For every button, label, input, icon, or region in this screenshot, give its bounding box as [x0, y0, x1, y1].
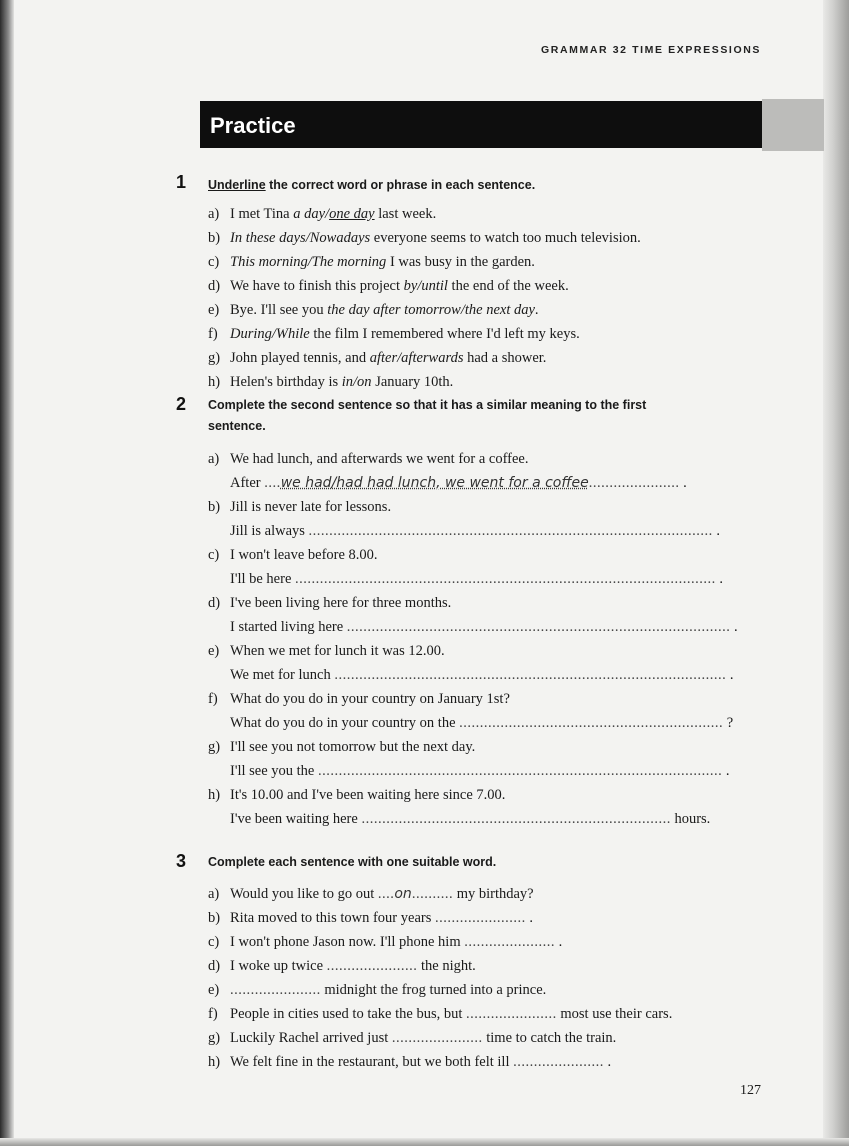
exercise-1-number: 1: [176, 172, 187, 192]
bottom-edge-shadow: [0, 1138, 849, 1146]
option-phrase: after/afterwards: [369, 350, 464, 366]
running-head: GRAMMAR 32 TIME EXPRESSIONS: [541, 44, 761, 56]
ex2-item: [208, 547, 378, 564]
answer-end: .: [730, 619, 738, 635]
item-label: h): [208, 1054, 221, 1070]
answer-dots: ..........: [411, 886, 454, 902]
answer-dots: ......................: [391, 1030, 483, 1046]
ex1-item: [208, 206, 436, 223]
item-text: I won't phone Jason now. I'll phone him: [230, 934, 465, 950]
item-text: time to catch the train.: [482, 1030, 617, 1046]
item-text: Helen's birthday is: [230, 374, 342, 390]
item-label: f): [208, 691, 218, 707]
answer-start: Jill is always: [230, 523, 309, 539]
item-text: I was busy in the garden.: [386, 254, 535, 270]
answer-dots: ......................: [466, 1006, 557, 1022]
item-text: had a shower.: [463, 350, 547, 366]
answer-start: I'll be here: [230, 571, 296, 587]
answer-dots: ......................: [588, 475, 680, 491]
ex2-item: [208, 499, 391, 516]
ex1-item: [208, 350, 546, 367]
answer-end: .: [715, 571, 724, 587]
item-text: .: [525, 910, 533, 926]
answer-end: .: [679, 475, 687, 491]
item-label: g): [208, 739, 221, 755]
item-text: my birthday?: [453, 886, 534, 902]
ex2-item: [208, 691, 510, 708]
answer-start: What do you do in your country on the: [230, 715, 460, 731]
item-question: I'll see you not tomorrow but the next day.: [230, 739, 476, 755]
ex3-item: [208, 910, 533, 927]
item-label: f): [208, 326, 218, 342]
option-phrase: During/While: [230, 326, 310, 342]
ex3-item: [208, 1030, 616, 1047]
ex1-item: [208, 230, 641, 247]
handwritten-answer: we had/had had lunch, we went for a coffee: [280, 475, 589, 491]
ex3-item: [208, 1006, 672, 1023]
answer-dots: ......................................................................................................: [295, 571, 716, 587]
answer-dots: ...........................................................................: [361, 811, 671, 827]
item-label: c): [208, 254, 220, 270]
item-text: the night.: [417, 958, 476, 974]
item-label: f): [208, 1006, 218, 1022]
ex1-item: [208, 374, 453, 391]
option-phrase: the day after tomorrow/the next day: [327, 302, 535, 318]
item-question: We had lunch, and afterwards we went for a coffee.: [230, 451, 529, 467]
item-question: It's 10.00 and I've been waiting here since 7.00.: [230, 787, 506, 803]
item-question: When we met for lunch it was 12.00.: [230, 643, 445, 659]
ex1-item: [208, 302, 539, 319]
item-label: e): [208, 302, 220, 318]
item-text: I woke up twice: [230, 958, 327, 974]
option-phrase: in/on: [341, 374, 372, 390]
item-question: I won't leave before 8.00.: [230, 547, 378, 563]
option-phrase: This morning/The morning: [230, 254, 387, 270]
section-title: Practice: [210, 113, 296, 138]
answer-dots: ......................: [230, 982, 321, 998]
answer-dots: ..................................................................................................: [308, 523, 713, 539]
item-question: I've been living here for three months.: [230, 595, 452, 611]
ex2-answer-line: [230, 619, 738, 636]
underlined-option: one day: [329, 206, 375, 222]
ex2-item: [208, 595, 451, 612]
ex1-item: [208, 278, 569, 295]
item-text: last week.: [374, 206, 437, 222]
item-text: John played tennis, and: [230, 350, 370, 366]
item-text: everyone seems to watch too much television.: [370, 230, 641, 246]
ex3-item: [208, 982, 546, 999]
answer-dots: ......................: [513, 1054, 604, 1070]
item-label: e): [208, 982, 220, 998]
ex2-answer-line: [230, 763, 729, 780]
item-text: Bye. I'll see you: [230, 302, 328, 318]
exercise-3-instruction: Complete each sentence with one suitable word.: [208, 855, 497, 869]
answer-end: hours.: [670, 811, 711, 827]
ex2-item: [208, 643, 445, 660]
instruction-underline-word: Underline: [208, 178, 266, 192]
answer-end: ?: [723, 715, 734, 731]
answer-start: After: [230, 475, 265, 491]
item-text: We felt fine in the restaurant, but we both felt ill: [230, 1054, 514, 1070]
instruction-text: the correct word or phrase in each sentence.: [265, 178, 536, 192]
answer-dots: ......................: [434, 910, 526, 926]
item-label: b): [208, 499, 221, 515]
handwritten-answer: on: [394, 886, 412, 902]
banner-tab: [762, 99, 824, 151]
ex2-answer-line: [230, 715, 733, 732]
item-label: a): [208, 206, 220, 222]
page-number: 127: [740, 1083, 761, 1098]
answer-dots: ......................: [464, 934, 555, 950]
item-text: most use their cars.: [556, 1006, 673, 1022]
answer-dots: ....: [377, 886, 395, 902]
ex2-item: [208, 739, 475, 756]
ex2-item: [208, 451, 529, 468]
answer-end: .: [712, 523, 721, 539]
answer-dots: ....: [264, 475, 281, 491]
page-edge-shadow: [823, 0, 849, 1146]
answer-end: .: [722, 763, 730, 779]
item-label: g): [208, 1030, 221, 1046]
ex3-item: [208, 958, 476, 975]
instruction-line-1: Complete the second sentence so that it has a similar meaning to the first: [208, 398, 647, 412]
answer-start: We met for lunch: [230, 667, 335, 683]
ex2-answer-line: [230, 811, 710, 828]
item-label: h): [208, 374, 221, 390]
item-label: d): [208, 278, 221, 294]
answer-start: I started living here: [230, 619, 347, 635]
item-text: .: [555, 934, 563, 950]
answer-dots: ................................................................: [459, 715, 724, 731]
ex3-item: [208, 886, 534, 903]
exercise-1-instruction: [208, 175, 535, 196]
ex2-item: [208, 787, 505, 804]
answer-dots: ...............................................................................................: [334, 667, 727, 683]
item-text: the end of the week.: [447, 278, 569, 294]
item-text: Luckily Rachel arrived just: [230, 1030, 392, 1046]
item-text: .: [603, 1054, 612, 1070]
item-label: b): [208, 910, 221, 926]
answer-dots: ......................: [326, 958, 418, 974]
item-text: .: [534, 302, 539, 318]
ex1-item: [208, 254, 535, 271]
item-text: Would you like to go out: [230, 886, 378, 902]
item-label: g): [208, 350, 221, 366]
item-text: midnight the frog turned into a prince.: [320, 982, 547, 998]
item-text: January 10th.: [371, 374, 454, 390]
item-label: c): [208, 934, 220, 950]
ex2-answer-line: [230, 571, 723, 588]
book-spine-shadow: [0, 0, 14, 1146]
ex3-item: [208, 934, 562, 951]
ex2-answer-line: [230, 667, 733, 684]
item-label: c): [208, 547, 220, 563]
option-phrase: In these days/Nowadays: [230, 230, 371, 246]
answer-dots: ..................................................................................................: [317, 763, 723, 779]
item-label: d): [208, 958, 221, 974]
exercise-2-number: 2: [176, 394, 187, 414]
item-text: We have to finish this project: [230, 278, 404, 294]
item-label: a): [208, 886, 220, 902]
item-question: What do you do in your country on January 1st?: [230, 691, 510, 707]
item-text: People in cities used to take the bus, but: [230, 1006, 466, 1022]
ex2-answer-line: [230, 523, 720, 540]
answer-start: I'll see you the: [230, 763, 318, 779]
item-label: e): [208, 643, 220, 659]
exercise-3-number: 3: [176, 851, 187, 871]
ex2-answer-line: [230, 475, 687, 492]
item-text: the film I remembered where I'd left my keys.: [309, 326, 580, 342]
item-label: d): [208, 595, 221, 611]
answer-end: .: [726, 667, 734, 683]
option-phrase: by/until: [403, 278, 448, 294]
instruction-line-2: sentence.: [208, 419, 266, 433]
answer-start: I've been waiting here: [230, 811, 362, 827]
option-phrase: a day/: [293, 206, 330, 222]
item-text: Rita moved to this town four years: [230, 910, 435, 926]
ex3-item: [208, 1054, 611, 1071]
item-text: I met Tina: [230, 206, 294, 222]
item-label: h): [208, 787, 221, 803]
answer-dots: .............................................................................................: [346, 619, 731, 635]
item-label: b): [208, 230, 221, 246]
section-banner: [200, 101, 762, 148]
exercise-2-instruction: [208, 395, 646, 437]
item-label: a): [208, 451, 220, 467]
item-question: Jill is never late for lessons.: [230, 499, 392, 515]
ex1-item: [208, 326, 580, 343]
